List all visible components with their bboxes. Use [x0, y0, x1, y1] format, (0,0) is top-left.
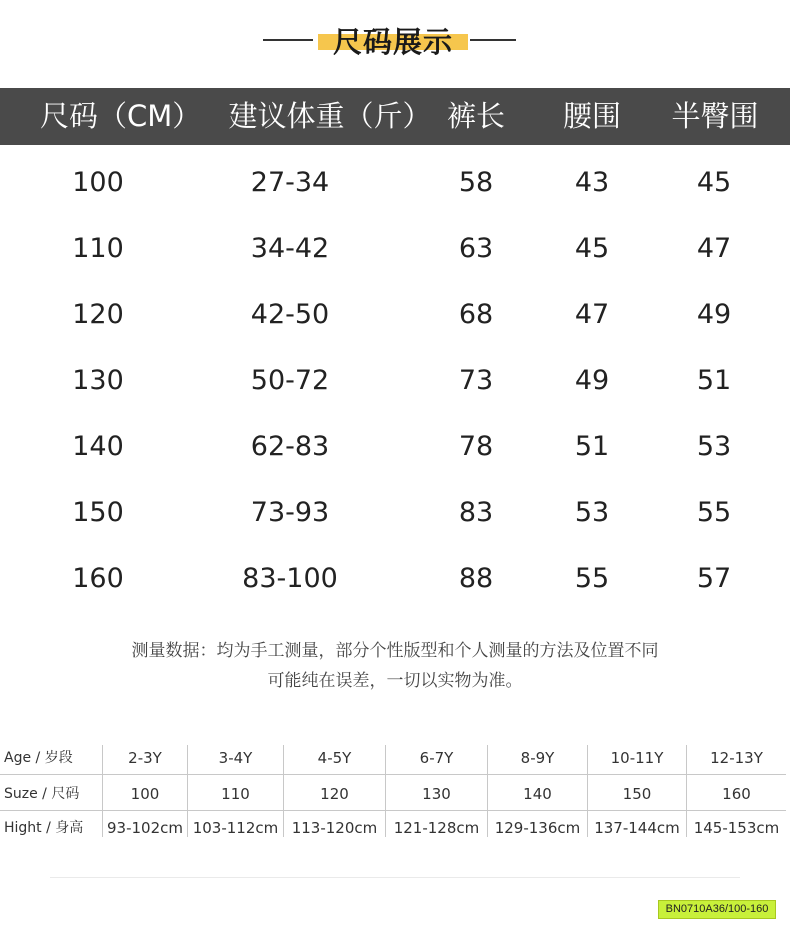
cell-pants-length: 88	[458, 563, 494, 594]
size-cell: 130	[422, 785, 451, 803]
header-weight: 建议体重（斤）	[228, 99, 432, 133]
title-left-rule	[263, 39, 313, 41]
size-table-header	[0, 88, 790, 145]
age-cell: 12-13Y	[710, 749, 763, 767]
age-row	[0, 740, 786, 775]
header-waist: 腰围	[562, 99, 621, 133]
cell-pants-length: 78	[458, 431, 494, 462]
cell-weight: 27-34	[250, 167, 330, 198]
cell-hip: 47	[696, 233, 732, 264]
section-title	[0, 12, 790, 59]
cell-weight: 34-42	[250, 233, 330, 264]
cell-size: 100	[72, 167, 124, 198]
cell-pants-length: 83	[458, 497, 494, 528]
cell-waist: 55	[574, 563, 610, 594]
size-cell: 100	[130, 785, 160, 803]
height-cell: 137-144cm	[594, 819, 680, 837]
cell-weight: 62-83	[250, 431, 330, 462]
height-cell: 103-112cm	[192, 819, 279, 837]
age-row-label: Age / 岁段	[4, 750, 73, 766]
cell-pants-length: 58	[458, 167, 494, 198]
title-text: 尺码展示	[332, 25, 453, 59]
height-cell: 93-102cm	[107, 819, 183, 837]
table-row	[0, 216, 790, 282]
age-cell: 10-11Y	[610, 749, 664, 767]
cell-pants-length: 68	[458, 299, 494, 330]
cell-hip: 57	[696, 563, 732, 594]
height-row-label: Hight / 身高	[4, 820, 84, 836]
sku-badge: BN0710A36/100-160	[658, 900, 776, 919]
cell-size: 160	[72, 563, 124, 594]
cell-hip: 53	[696, 431, 732, 462]
table-row	[0, 150, 790, 216]
size-row-label: Suze / 尺码	[4, 786, 80, 802]
table-row	[0, 282, 790, 348]
height-cell: 121-128cm	[393, 819, 480, 837]
cell-size: 140	[72, 431, 124, 462]
size-cell: 110	[221, 785, 250, 803]
cell-pants-length: 73	[458, 365, 494, 396]
cell-size: 150	[72, 497, 124, 528]
cell-waist: 47	[574, 299, 610, 330]
table-row	[0, 480, 790, 546]
height-cell: 113-120cm	[291, 819, 378, 837]
cell-weight: 83-100	[242, 563, 338, 594]
title-right-rule	[470, 39, 516, 41]
cell-hip: 51	[696, 365, 732, 396]
table-row	[0, 348, 790, 414]
age-cell: 8-9Y	[520, 749, 555, 767]
size-cell: 160	[722, 785, 751, 803]
table-row	[0, 546, 790, 612]
header-hip: 半臀围	[671, 99, 759, 133]
age-cell: 2-3Y	[128, 749, 162, 767]
cell-hip: 45	[696, 167, 732, 198]
cell-waist: 51	[574, 431, 610, 462]
size-cell: 150	[622, 785, 652, 803]
header-pants-length: 裤长	[446, 99, 505, 133]
header-size: 尺码（CM）	[40, 99, 202, 133]
cell-waist: 43	[574, 167, 610, 198]
cell-hip: 49	[696, 299, 732, 330]
table-row	[0, 414, 790, 480]
measurement-note-line1: 测量数据：均为手工测量，部分个性版型和个人测量的方法及位置不同	[131, 641, 659, 661]
size-cell: 140	[523, 785, 552, 803]
cell-waist: 49	[574, 365, 610, 396]
age-cell: 3-4Y	[218, 749, 253, 767]
cell-size: 110	[72, 233, 124, 264]
cell-waist: 53	[574, 497, 610, 528]
cell-weight: 50-72	[250, 365, 330, 396]
size-cell: 120	[320, 785, 349, 803]
height-row	[0, 810, 786, 844]
cell-size: 120	[72, 299, 124, 330]
size-row	[0, 776, 786, 811]
height-cell: 129-136cm	[494, 819, 581, 837]
cell-pants-length: 63	[458, 233, 494, 264]
height-cell: 145-153cm	[693, 819, 780, 837]
bottom-divider	[50, 877, 740, 878]
age-cell: 6-7Y	[419, 749, 454, 767]
age-cell: 4-5Y	[317, 749, 352, 767]
cell-size: 130	[72, 365, 124, 396]
cell-waist: 45	[574, 233, 610, 264]
cell-hip: 55	[696, 497, 732, 528]
measurement-note-line2: 可能纯在误差，一切以实物为准。	[267, 671, 523, 691]
cell-weight: 42-50	[250, 299, 330, 330]
cell-weight: 73-93	[250, 497, 330, 528]
